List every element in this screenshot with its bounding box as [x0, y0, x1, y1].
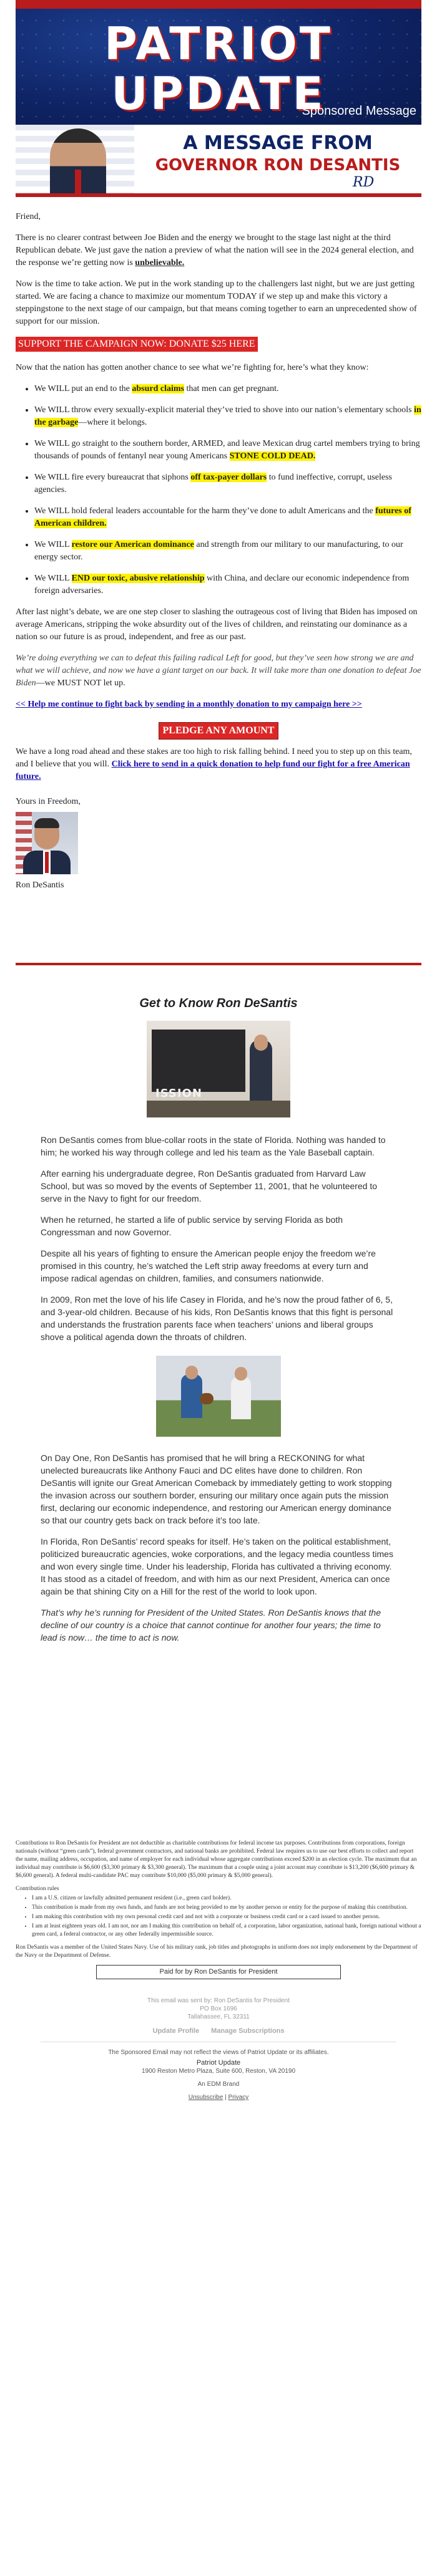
support-campaign-link[interactable]: SUPPORT THE CAMPAIGN NOW: DONATE $25 HERE: [16, 337, 258, 352]
unsubscribe-link[interactable]: Unsubscribe: [188, 2094, 223, 2101]
promise-item: [34, 505, 421, 530]
desantis-headshot: [16, 812, 78, 874]
letter-paragraph-2: Now is the time to take action. We put in the work standing up to the challengers last night, but we are just getting started. We are facing a chance to maximize our momentum TODAY if we step up and make this victory a steppingstone to the next stage of our campaign, but that means coming together to earn an unprecedented show of support for our mission.: [16, 279, 417, 326]
promise-text: —where it belongs.: [78, 418, 147, 427]
patriot-update-banner: [16, 0, 421, 125]
baseball-photo: [156, 1356, 281, 1437]
photo-baseball-glove: [200, 1393, 214, 1404]
promise-text: We WILL go straight to the southern border, ARMED, and leave Mexican drug cartel members trying to bring thousands of pounds of fentanyl near young Americans: [34, 439, 420, 461]
banner-title-line2: UPDATE: [111, 67, 326, 120]
promise-highlight: END our toxic, abusive relationship: [71, 574, 205, 583]
letter-paragraph-5-italic: We’re doing everything we can to defeat this failing radical Left for good, but they’ve seen how strong we are and what we will achieve, and now we have a giant target on our back. It will take more than one donation to defeat Joe Biden: [16, 654, 421, 688]
letter-paragraph-4: After last night’s debate, we are one step closer to slashing the outrageous cost of living that Biden has imposed on average Americans, stripping the woke absurdity out of the lives of children, and reinstating our dominance as a nation so our future is as proud, independent, and free as our past.: [16, 607, 418, 642]
bio-paragraph: In 2009, Ron met the love of his life Casey in Florida, and he’s now the proud father of 6, 5, and 3-year-old children. Because of his kids, Ron DeSantis knows that this fight is personal and understands the frustration parents face when teachers’ unions and liberal groups shove a political agenda down the throats of children.: [41, 1295, 393, 1342]
signoff: Yours in Freedom,: [16, 797, 81, 806]
contribution-rule: • This contribution is made from my own funds, and funds are not being provided to me by another person or entity for the purpose of making this contribution.: [32, 1904, 421, 1912]
signer-name: Ron DeSantis: [16, 880, 64, 890]
disclaimer-paragraph: Contributions to Ron DeSantis for President are not deductible as charitable contributions for federal income tax purposes. Contributions from corporations, foreign nationals (without “green cards”), federal government contractors, and national banks are prohibited. Federal law requires us to use our best efforts to collect and report the name, mailing address, occupation, and name of employer for each individual whose aggregate contributions exceed $200 in an election cycle. The maximum that an individual may contribute is $6,600 ($3,300 primary & $3,300 general). The maximum that a couple using a joint account may contribute is $13,200 ($6,600 primary & $6,600 general). A federal multi-candidate PAC may contribute $10,000 ($5,000 primary & $5,000 general).: [16, 1840, 417, 1879]
get-to-know-heading: Get to Know Ron DeSantis: [139, 996, 298, 1010]
photo-backdrop-text: ISSION: [155, 1087, 202, 1100]
promise-text: We WILL fire every bureaucrat that siphons: [34, 473, 191, 482]
promise-text: We WILL throw every sexually-explicit material they’ve tried to shove into our nation’s elementary schools: [34, 405, 415, 415]
promise-item: [34, 383, 421, 395]
email-container: [16, 0, 421, 2101]
pledge-row: [16, 722, 421, 740]
headshot-hair: [34, 818, 59, 828]
promise-text: with China, and declare our economic independence from foreign adversaries.: [34, 574, 410, 596]
pledge-any-amount-button[interactable]: PLEDGE ANY AMOUNT: [159, 722, 279, 740]
banner-top-stripe: [16, 0, 421, 9]
headshot-tie: [45, 852, 49, 873]
contribution-rule: • I am making this contribution with my own personal credit card and not with a corporate or business credit card or a card issued to another person.: [32, 1913, 421, 1921]
org-name: Patriot Update: [196, 2059, 241, 2067]
contribution-rules-title: Contribution rules: [16, 1886, 59, 1892]
message-header: [16, 125, 421, 197]
promise-item: [34, 572, 421, 597]
letter-paragraph-3: Now that the nation has gotten another chance to see what we’re fighting for, here’s what they know:: [16, 363, 369, 372]
sponsored-label: Sponsored Message: [302, 104, 416, 118]
sent-by-line: This email was sent by: Ron DeSantis for President: [147, 1997, 290, 2004]
promise-item: [34, 404, 421, 429]
brand-line: An EDM Brand: [197, 2081, 240, 2088]
photo-speaker-face: [254, 1035, 268, 1051]
letter-paragraph-5: [16, 652, 421, 690]
banner-title-line1: PATRIOT: [104, 17, 333, 70]
bio-closing: That’s why he’s running for President of the United States. Ron DeSantis knows that the decline of our country is a choice that cannot continue for another four years; the time to lead is now… the time to act is now.: [41, 1608, 381, 1643]
navy-disclaimer: Ron DeSantis was a member of the United States Navy. Use of his military rank, job titles and photographs in uniform does not imply endorsement by the Department of the Navy or the Department of Defense.: [16, 1944, 418, 1959]
promise-text: that men can get pregnant.: [184, 384, 279, 393]
message-header-line1: A MESSAGE FROM: [183, 132, 373, 154]
letter-paragraph-1-emphasis: unbelievable.: [135, 258, 185, 268]
update-profile-link[interactable]: Update Profile: [152, 2027, 200, 2035]
promises-list: [16, 383, 421, 597]
promise-item: [34, 438, 421, 463]
bio-paragraph: When he returned, he started a life of public service by serving Florida as both Congressman and now Governor.: [41, 1215, 343, 1237]
letter-paragraph-6: [16, 746, 421, 783]
photo-person-left-face: [185, 1366, 198, 1379]
city-line: Tallahassee, FL 32311: [187, 2014, 250, 2020]
promise-text: We WILL: [34, 540, 72, 549]
promise-item: [34, 539, 421, 564]
unsubscribe-row: [16, 2093, 421, 2101]
bio-paragraph: Ron DeSantis comes from blue-collar roots in the state of Florida. Nothing was handed to him; he worked his way through college and led his team as the Yale Baseball captain.: [41, 1135, 386, 1157]
contribution-rule: • I am at least eighteen years old. I am not, nor am I making this contribution on behalf of, a corporation, labor organization, national bank, foreign national without a green card, a federal contractor, or any other federally impermissible source.: [32, 1922, 421, 1939]
promise-item: [34, 471, 421, 496]
contribution-rule: • I am a U.S. citizen or lawfully admitted permanent resident (i.e., green card holder).: [32, 1894, 421, 1903]
po-box-line: PO Box 1696: [200, 2005, 237, 2012]
bio-paragraph: After earning his undergraduate degree, Ron DeSantis graduated from Harvard Law School, but was so moved by the events of September 11, 2001, that he volunteered to serve in the Navy to fight for our freedom.: [41, 1169, 378, 1204]
promise-text: We WILL hold federal leaders accountable for the harm they’ve done to adult Americans and the: [34, 506, 376, 516]
bio-paragraph: Despite all his years of fighting to ensure the American people enjoy the freedom we’re promised in this country, he’s watched the Left strip away freedoms at every turn and impose radical agendas on children, families, and consumers nationwide.: [41, 1248, 376, 1283]
photo-backdrop-screen: [152, 1030, 245, 1092]
manage-subscriptions-link[interactable]: Manage Subscriptions: [211, 2027, 285, 2035]
header-signature: RD: [353, 175, 375, 190]
legal-disclaimer: [16, 1840, 421, 1979]
bio-paragraph: In Florida, Ron DeSantis’ record speaks for itself. He’s taken on the political establishment, politicized bureaucratic agencies, woke corporations, and the legacy media countless times and won every single time. Under his leadership, Florida has cultivated a thriving economy. It has stood as a citadel of freedom, and with him as our next President, America can once again be that shining City on a Hill for the rest of the world to look upon.: [41, 1536, 393, 1596]
letter-paragraph-1-text: There is no clearer contrast between Joe Biden and the energy we brought to the stage last night at the third Republican debate. We just gave the nation a preview of what the nation will see in the 2024 general election, and the response we’re getting now is: [16, 233, 414, 268]
photo-person-right-face: [235, 1367, 247, 1381]
greeting: Friend,: [16, 212, 41, 221]
get-to-know-section: [16, 996, 421, 1644]
promise-highlight: off tax-payer dollars: [190, 473, 267, 482]
letter-paragraph-1: [16, 232, 421, 269]
footer-separator: |: [225, 2094, 228, 2101]
letter-paragraph-5-tail: —we MUST NOT let up.: [36, 678, 125, 688]
privacy-link[interactable]: Privacy: [228, 2094, 249, 2101]
bio-paragraph: On Day One, Ron DeSantis has promised that he will bring a RECKONING for what unelected bureaucrats like Anthony Fauci and DC elites have done to children. Ron DeSantis will ignite our Great American Comeback by immediately getting to work stopping the invasion across our southern border, ensuring our military once again puts the mission first, declaring our economic independence, and restoring our American energy dominance so that our country gets back on track before it’s too late.: [41, 1453, 392, 1525]
podium-photo: [147, 1021, 290, 1117]
letter-body: [16, 211, 421, 892]
promise-highlight: futures of American children.: [34, 506, 411, 528]
sponsored-note: The Sponsored Email may not reflect the views of Patriot Update or its affiliates.: [108, 2049, 329, 2056]
photo-person-right: [231, 1377, 251, 1419]
email-footer: [16, 1997, 421, 2101]
support-cta-row: [16, 337, 421, 352]
photo-crowd: [147, 1101, 290, 1117]
monthly-donation-link[interactable]: << Help me continue to fight back by sending in a monthly donation to my campaign here >>: [16, 700, 362, 709]
quick-donation-link[interactable]: Click here to send in a quick donation to help fund our fight for a free American future.: [16, 760, 410, 781]
promise-highlight: in the garbage: [34, 405, 421, 427]
portrait-tie: [75, 170, 81, 193]
footer-links: [16, 2027, 421, 2035]
promise-highlight: STONE COLD DEAD.: [229, 451, 316, 461]
promise-highlight: restore our American dominance: [71, 540, 194, 549]
photo-person-left: [181, 1374, 202, 1418]
promise-text: We WILL: [34, 574, 72, 583]
promise-text: We WILL put an end to the: [34, 384, 132, 393]
promise-highlight: absurd claims: [132, 384, 184, 393]
message-header-line2: GOVERNOR RON DESANTIS: [155, 156, 401, 175]
paid-for-box: Paid for by Ron DeSantis for President: [96, 1965, 341, 1979]
promise-text: to fund ineffective, corrupt, useless agencies.: [34, 473, 392, 494]
monthly-link-row: [16, 698, 421, 711]
contribution-rules-list: [16, 1894, 421, 1939]
letter-paragraph-6-text: We have a long road ahead and these stakes are too high to risk falling behind. I need you to step up on this team, and I believe that you will.: [16, 747, 412, 769]
promise-text: and strength from our military to our manufacturing, to our energy sector.: [34, 540, 403, 562]
org-address: 1900 Reston Metro Plaza, Suite 600, Reston, VA 20190: [141, 2068, 296, 2075]
